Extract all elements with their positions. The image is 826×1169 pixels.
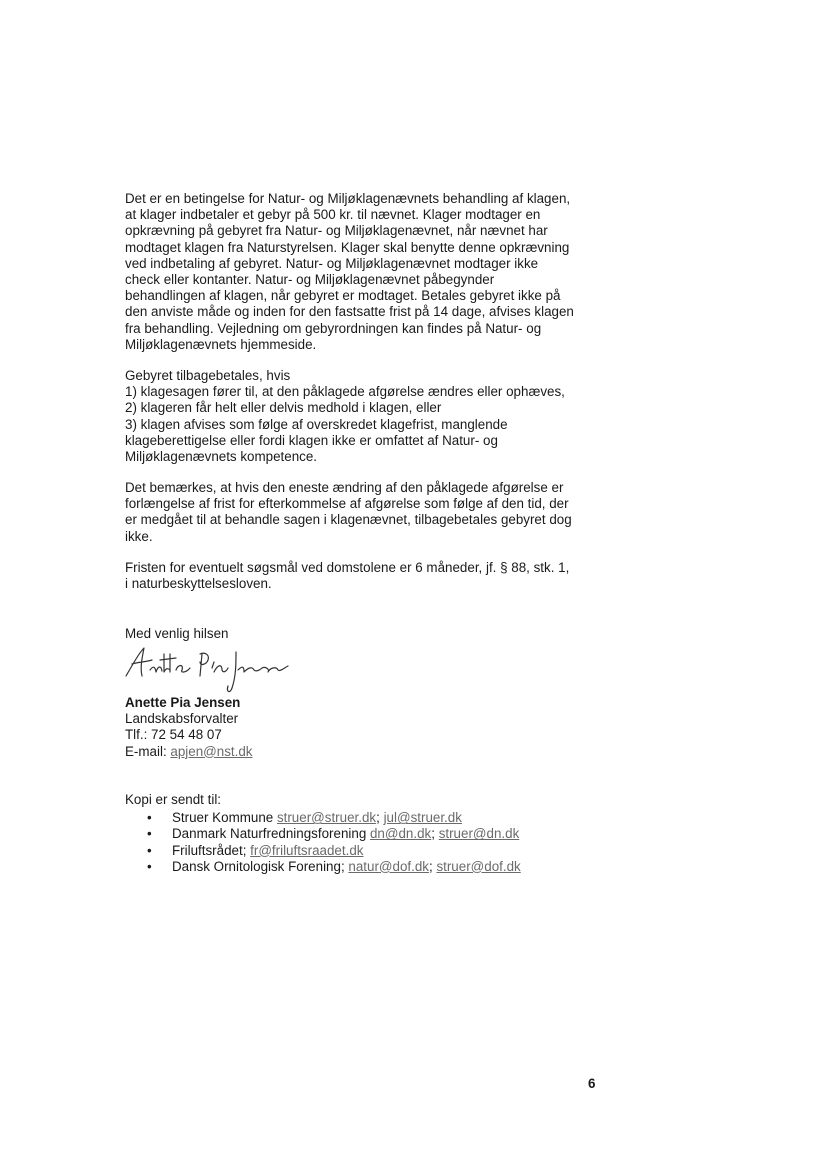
text-line: i naturbeskyttelsesloven. bbox=[125, 576, 272, 592]
recipient-email-link[interactable]: fr@friluftsraadet.dk bbox=[250, 842, 364, 858]
recipient-email-link[interactable]: struer@struer.dk bbox=[276, 810, 377, 826]
text-line: ikke. bbox=[125, 528, 153, 544]
recipient-email-link[interactable]: jul@struer.dk bbox=[383, 810, 462, 826]
text-line: fra behandling. Vejledning om gebyrordningen kan findes på Natur- og bbox=[125, 320, 542, 336]
paragraph-fee-condition bbox=[125, 191, 605, 353]
recipient-email-link[interactable]: struer@dof.dk bbox=[436, 858, 521, 874]
list-item bbox=[125, 859, 605, 875]
sender-name: Anette Pia Jensen bbox=[125, 695, 241, 710]
text-line: at klager indbetaler et gebyr på 500 kr. til nævnet. Klager modtager en bbox=[125, 207, 541, 223]
separator: ; bbox=[431, 826, 439, 842]
paragraph-fee-refund bbox=[125, 368, 605, 465]
text-line: er medgået til at behandle sagen i klagenævnet, tilbagebetales gebyret dog bbox=[125, 512, 572, 528]
greeting-text: Med venlig hilsen bbox=[125, 626, 229, 641]
sender-title: Landskabsforvalter bbox=[125, 711, 239, 727]
sender-phone: Tlf.: 72 54 48 07 bbox=[125, 727, 222, 743]
bullet-icon: • bbox=[147, 810, 152, 826]
list-item bbox=[125, 810, 605, 826]
page-number: 6 bbox=[588, 1076, 596, 1091]
copy-recipients bbox=[125, 792, 605, 875]
recipient-name: Danmark Naturfredningsforening bbox=[172, 826, 370, 842]
text-line: ved indbetaling af gebyret. Natur- og Miljøklagenævnet modtager ikke bbox=[125, 255, 539, 271]
paragraph-exception bbox=[125, 480, 605, 545]
separator: ; bbox=[376, 810, 384, 826]
separator: ; bbox=[428, 858, 437, 874]
sender-email-link[interactable]: apjen@nst.dk bbox=[170, 743, 253, 759]
text-line: modtaget klagen fra Naturstyrelsen. Klager skal benytte denne opkrævning bbox=[125, 239, 570, 255]
recipient-name: Friluftsrådet; bbox=[172, 842, 251, 858]
text-line: 2) klageren får helt eller delvis medhold i klagen, eller bbox=[125, 400, 442, 416]
copy-heading: Kopi er sendt til: bbox=[125, 792, 222, 807]
recipient-email-link[interactable]: struer@dn.dk bbox=[438, 826, 520, 842]
text-line: Det er en betingelse for Natur- og Miljøklagenævnets behandling af klagen, bbox=[125, 191, 571, 206]
recipient-list bbox=[125, 810, 605, 875]
list-item bbox=[125, 843, 605, 859]
sender-email-line bbox=[125, 744, 605, 760]
bullet-icon: • bbox=[147, 842, 152, 858]
text-line: forlængelse af frist for efterkommelse af afgørelse som følge af den tid, der bbox=[125, 496, 569, 512]
recipient-email-link[interactable]: dn@dn.dk bbox=[369, 826, 432, 842]
bullet-icon: • bbox=[147, 826, 152, 842]
text-line: Fristen for eventuelt søgsmål ved domstolene er 6 måneder, jf. § 88, stk. 1, bbox=[125, 560, 570, 575]
text-line: 1) klagesagen fører til, at den påklagede afgørelse ændres eller ophæves, bbox=[125, 384, 565, 400]
paragraph-lawsuit-deadline bbox=[125, 560, 605, 592]
text-line: klageberettigelse eller fordi klagen ikke er omfattet af Natur- og bbox=[125, 432, 498, 448]
recipient-email-link[interactable]: natur@dof.dk bbox=[348, 858, 429, 874]
text-line: den anviste måde og inden for den fastsatte frist på 14 dage, afvises klagen bbox=[125, 304, 574, 320]
text-line: behandlingen af klagen, når gebyret er modtaget. Betales gebyret ikke på bbox=[125, 288, 561, 304]
text-line: opkrævning på gebyret fra Natur- og Miljøklagenævnet, når nævnet har bbox=[125, 223, 548, 239]
text-line: Gebyret tilbagebetales, hvis bbox=[125, 368, 291, 383]
handwritten-signature bbox=[120, 640, 300, 698]
text-line: Miljøklagenævnets hjemmeside. bbox=[125, 336, 317, 352]
recipient-name: Struer Kommune bbox=[172, 810, 277, 826]
sender-contact bbox=[125, 695, 605, 760]
list-item bbox=[125, 826, 605, 842]
bullet-icon: • bbox=[147, 858, 152, 874]
recipient-name: Dansk Ornitologisk Forening; bbox=[172, 858, 349, 874]
text-line: Miljøklagenævnets kompetence. bbox=[125, 449, 318, 465]
text-line: Det bemærkes, at hvis den eneste ændring af den påklagede afgørelse er bbox=[125, 480, 564, 495]
text-line: check eller kontanter. Natur- og Miljøklagenævnet påbegynder bbox=[125, 272, 495, 288]
text-line: 3) klagen afvises som følge af overskredet klagefrist, manglende bbox=[125, 416, 508, 432]
email-label: E-mail: bbox=[125, 743, 171, 759]
